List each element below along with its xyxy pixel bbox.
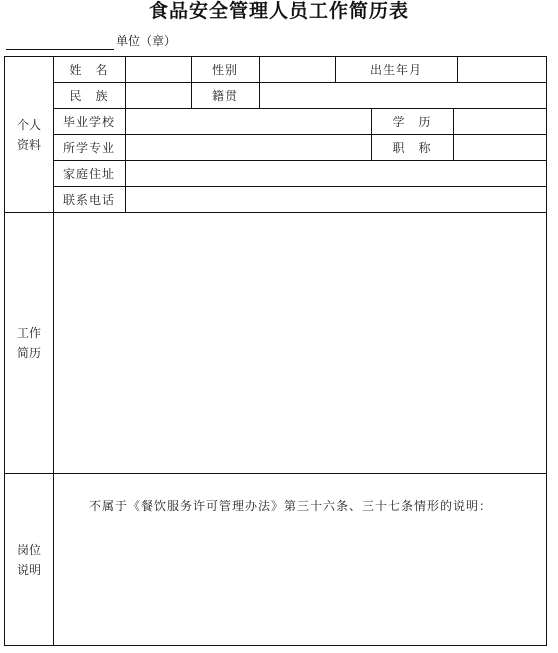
section-personal-label: 个人 资料 (16, 118, 41, 152)
gender-label: 性别 (211, 63, 238, 77)
school-field[interactable] (126, 111, 370, 133)
school-label: 毕业学校 (62, 115, 115, 129)
section-divider (5, 212, 547, 213)
hometown-field[interactable] (260, 85, 546, 107)
row-divider (53, 108, 547, 109)
education-label: 学 历 (392, 115, 432, 129)
row-divider (53, 160, 547, 161)
title-label: 职 称 (392, 141, 432, 155)
phone-field[interactable] (126, 189, 546, 211)
professional-title-field[interactable] (454, 137, 546, 159)
form-title: 食品安全管理人员工作简历表 (148, 0, 409, 22)
work-history-field[interactable] (55, 215, 545, 471)
section-work-label: 工作 简历 (16, 326, 41, 360)
unit-label: 单位（章） (116, 34, 177, 48)
education-field[interactable] (454, 111, 546, 133)
address-field[interactable] (126, 163, 546, 185)
unit-blank[interactable] (6, 35, 114, 50)
row-divider (53, 134, 547, 135)
name-label: 姓 名 (69, 63, 109, 77)
section-divider (5, 473, 547, 474)
unit-row (6, 32, 176, 50)
row-divider (53, 82, 547, 83)
row-divider (53, 186, 547, 187)
gender-field[interactable] (260, 59, 334, 81)
birth-field[interactable] (458, 59, 546, 81)
section-position-label: 岗位 说明 (16, 543, 41, 577)
address-label: 家庭住址 (62, 167, 115, 181)
ethnicity-label: 民 族 (69, 89, 109, 103)
phone-label: 联系电话 (62, 193, 115, 207)
hometown-label: 籍贯 (211, 89, 238, 103)
ethnicity-field[interactable] (126, 85, 190, 107)
position-note: 不属于《餐饮服务许可管理办法》第三十六条、三十七条情形的说明： (89, 499, 493, 513)
major-label: 所学专业 (62, 141, 115, 155)
resume-table (4, 56, 547, 646)
major-field[interactable] (126, 137, 370, 159)
birth-label: 出生年月 (369, 63, 422, 77)
name-field[interactable] (126, 59, 190, 81)
position-description-field[interactable] (55, 517, 545, 643)
